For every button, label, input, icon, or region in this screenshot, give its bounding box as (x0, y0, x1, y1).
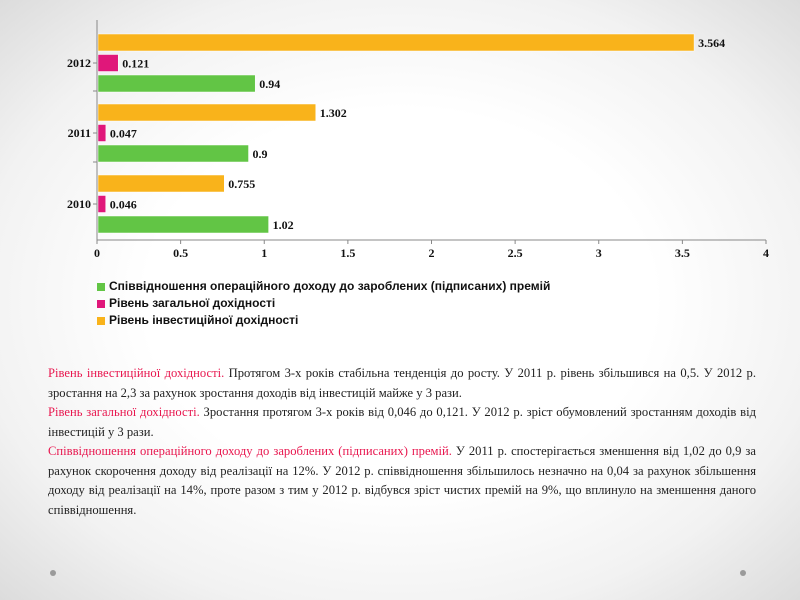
legend-item-ratio (97, 278, 550, 295)
analysis-text (48, 364, 756, 520)
x-tick-label: 3 (595, 246, 602, 260)
decorative-dot-left (50, 570, 56, 576)
paragraph-total-yield (48, 403, 756, 442)
data-label: 1.02 (272, 218, 294, 232)
data-label: 0.047 (109, 126, 137, 141)
category-label: 2011 (67, 126, 91, 140)
legend-swatch-orange (97, 317, 105, 325)
bar (98, 216, 269, 233)
legend-label: Співвідношення операційного доходу до зароблених (підписаних) премій (109, 279, 551, 293)
paragraph-heading: Рівень загальної дохідності. (48, 405, 200, 419)
x-tick-label: 0.5 (173, 246, 189, 260)
x-tick-label: 0 (94, 246, 100, 260)
category-label: 2012 (67, 56, 91, 70)
data-label: 1.302 (319, 106, 347, 120)
bar (98, 55, 118, 72)
paragraph-body: У 2011 р. спостерігається зменшення від 1,02 до 0,9 за рахунок скорочення доходу від реалізації на 12%. У 2012 р. співвідношення збільшилось незначно на 0,04 за рахунок збільшення доходу від реалізації на 14%, проте разом з тим у 2012 р. відбувся зріст чистих премій на 9%, що вплинуло на зменшення даного співвідношення. (48, 444, 756, 517)
bar (98, 196, 106, 213)
data-label: 0.121 (122, 56, 150, 71)
bar-chart (0, 0, 800, 280)
paragraph-operating-ratio (48, 442, 756, 520)
paragraph-body: Протягом 3-х років стабільна тенденція до росту. У 2011 р. рівень збільшився на 0,5. У 2012 р. зростання на 2,3 за рахунок зростання доходів від інвестицій майже у 3 рази. (48, 366, 756, 400)
x-tick-label: 2 (428, 246, 435, 260)
x-tick-label: 4 (763, 246, 769, 260)
x-tick-label: 1.5 (340, 246, 356, 260)
bar (98, 75, 255, 92)
bar (98, 175, 224, 192)
legend-label: Рівень загальної дохідності (109, 296, 276, 310)
data-label: 0.9 (252, 147, 268, 161)
data-label: 0.755 (228, 177, 256, 191)
legend-swatch-magenta (97, 300, 105, 308)
bar (98, 34, 694, 51)
x-tick-label: 3.5 (674, 246, 690, 260)
category-label: 2010 (67, 197, 91, 211)
bar (98, 104, 316, 121)
x-tick-label: 1 (261, 246, 268, 260)
paragraph-body: Зростання протягом 3-х років від 0,046 до 0,121. У 2012 р. зріст обумовлений зростанням доходів від інвестицій у 3 рази. (48, 405, 756, 439)
legend-swatch-green (97, 283, 105, 291)
paragraph-investment-yield (48, 364, 756, 403)
paragraph-heading: Рівень інвестиційної дохідності. (48, 366, 225, 380)
legend-item-total-yield (97, 295, 550, 312)
bar (98, 125, 106, 142)
paragraph-heading: Співвідношення операційного доходу до зароблених (підписаних) премій. (48, 444, 452, 458)
data-label: 3.564 (698, 36, 726, 50)
legend-item-investment-yield (97, 312, 550, 329)
data-label: 0.94 (259, 77, 281, 91)
data-label: 0.046 (109, 197, 137, 212)
bar (98, 145, 249, 162)
x-tick-label: 2.5 (507, 246, 523, 260)
legend-label: Рівень інвестиційної дохідності (109, 313, 299, 327)
chart-legend (97, 278, 550, 329)
decorative-dot-right (740, 570, 746, 576)
